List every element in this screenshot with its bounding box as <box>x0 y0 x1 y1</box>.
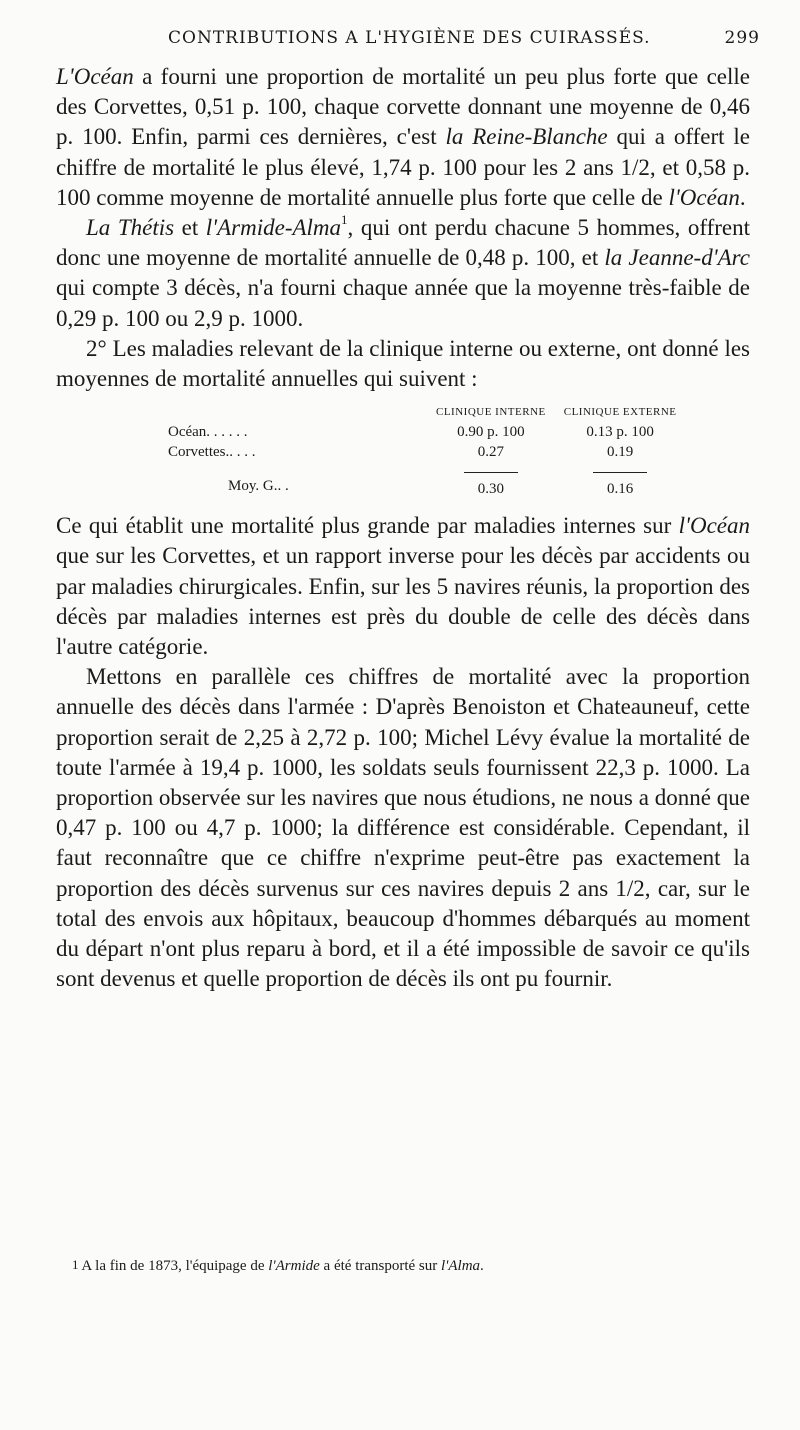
cell-external: 0.13 p. 100 <box>586 424 654 441</box>
avg-external: 0.16 <box>593 472 647 499</box>
paragraph-1 <box>56 62 750 213</box>
text-span: A la fin de 1873, l'équipage de <box>78 1258 269 1274</box>
ship-name: L'Océan <box>56 64 134 89</box>
text-span: et <box>174 215 206 241</box>
paragraph-2 <box>56 213 750 334</box>
cell-internal: 0.27 <box>477 444 504 461</box>
text-span: a fourni une proportion de mortalité un peu plus forte que celle des Corvettes, 0,51 p. 100, chaque corvette donnant une moyenne de 0,46 p. 100. Enfin, parmi ces dernières, c'est <box>56 64 750 150</box>
paragraph-4 <box>56 511 750 662</box>
ship-name: l'Océan <box>678 513 750 539</box>
text-span: qui a offert le chiffre de mortalité le plus élevé, 1,74 p. 100 pour les 2 ans 1/2, et 0,58 p. 100 comme moyenne de mortalité annuelle plus forte que celle de <box>56 124 751 210</box>
paragraph-5: Mettons en parallèle ces chiffres de mortalité avec la proportion annuelle des décès dans l'armée : D'après Benoiston et Chateauneuf, cette proportion serait de 2,25 à 2,72 p. 100; Michel Lévy évalue la mortalité de toute l'armée à 19,4 p. 1000, les soldats seuls fournissent 22,3 p. 1000. La proportion observée sur les navires que nous étudions, ne nous a donné que 0,47 p. 100 ou 4,7 p. 1000; la différence est considérable. Cependant, il faut reconnaître que ce chiffre n'exprime peut-être pas exactement la proportion des décès survenus sur ces navires depuis 2 ans 1/2, car, sur le total des envois aux hôpitaux, beaucoup d'hommes débarqués au moment du départ n'ont plus reparu à bord, et il a été impossible de savoir ce qu'ils sont devenus et quelle proportion de décès ils ont pu fournir. <box>56 664 750 992</box>
text-span: . <box>739 184 746 210</box>
text-span: que sur les Corvettes, et un rapport inverse pour les décès par accidents ou par maladies chirurgicales. Enfin, sur les 5 navires réunis, la proportion des décès par maladies internes est près du double de celle des décès dans l'autre catégorie. <box>56 543 750 660</box>
footnote-ref: 1 <box>341 212 348 228</box>
ship-name: l'Alma <box>441 1258 481 1274</box>
text-span: a été transporté sur <box>319 1258 441 1274</box>
mortality-table <box>168 402 695 499</box>
ship-name: l'Armide-Alma <box>205 215 342 241</box>
running-title: CONTRIBUTIONS A L'HYGIÈNE DES CUIRASSÉS. <box>168 28 651 48</box>
cell-external <box>564 462 695 499</box>
table-row <box>168 422 695 442</box>
text-span: qui compte 3 décès, n'a fourni chaque année que la moyenne très-faible de 0,29 p. 100 ou 2,9 p. 1000. <box>56 275 750 331</box>
row-label: Moy. G.. . <box>228 477 289 494</box>
text-span: Ce qui établit une mortalité plus grande par maladies internes sur <box>56 513 679 539</box>
ship-name: la Reine-Blanche <box>445 124 608 150</box>
footnote-mark: 1 <box>72 1257 79 1272</box>
cell-external: 0.19 <box>607 444 634 461</box>
paragraph-3: 2° Les maladies relevant de la clinique interne ou externe, ont donné les moyennes de mortalité annuelles qui suivent : <box>56 335 750 392</box>
body-text <box>56 62 750 994</box>
row-label: Corvettes.. . . . <box>168 444 256 461</box>
footnote <box>72 1258 760 1275</box>
col-header-internal: CLINIQUE INTERNE <box>436 406 546 419</box>
text-span: , qui ont perdu chacune 5 hommes, offrent donc une moyenne de mortalité annuelle de 0,48 p. 100, et <box>56 215 750 271</box>
col-header-external: CLINIQUE EXTERNE <box>563 406 677 419</box>
cell-internal <box>436 462 564 499</box>
table-row <box>168 442 695 462</box>
text-span: . <box>480 1258 484 1274</box>
ship-name: l'Océan <box>668 184 740 210</box>
ship-name: La Thétis <box>86 215 175 241</box>
table-corner <box>168 402 436 422</box>
table-average-row <box>168 462 695 499</box>
cell-internal: 0.90 p. 100 <box>457 424 525 441</box>
ship-name: la Jeanne-d'Arc <box>604 245 750 271</box>
table-header-row <box>168 402 695 422</box>
ship-name: l'Armide <box>268 1258 320 1274</box>
page-number: 299 <box>724 28 760 48</box>
row-label: Océan. . . . . . <box>168 424 248 441</box>
avg-internal: 0.30 <box>464 472 518 499</box>
